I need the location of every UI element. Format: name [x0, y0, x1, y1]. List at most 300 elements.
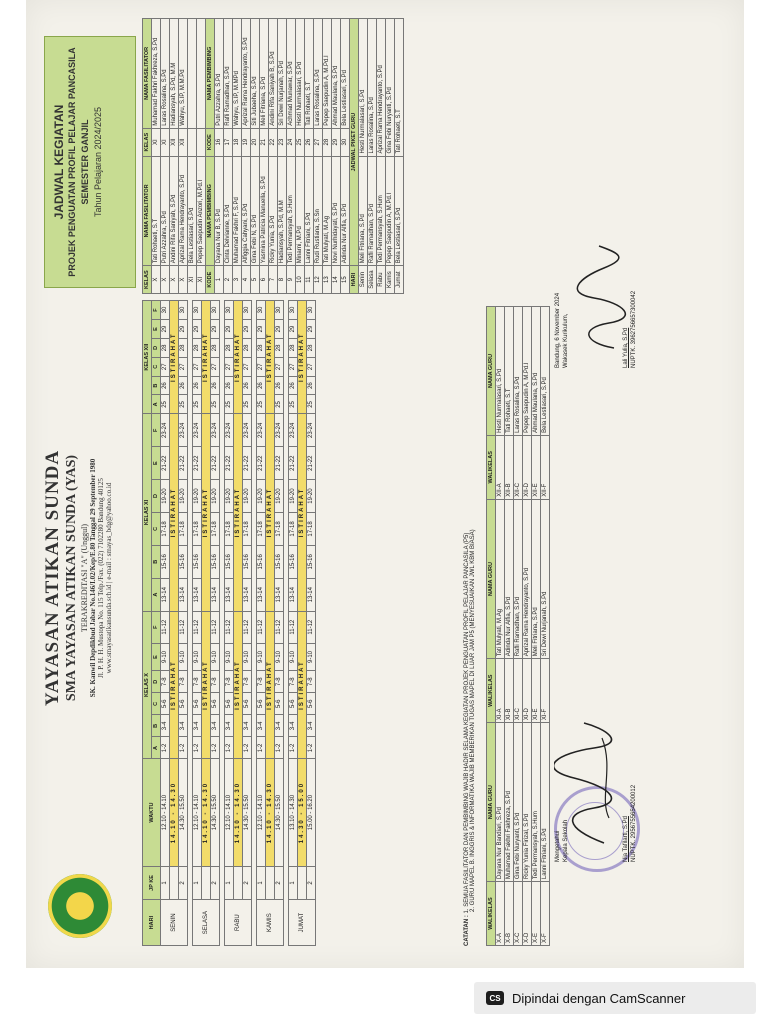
fas-h-nama: NAMA FASILITATOR [143, 156, 152, 266]
pemb-kode: 15 [341, 266, 350, 294]
wk-header-2: WALIKELAS [487, 659, 496, 723]
code-cell: 17-18 [161, 512, 170, 545]
fas-header [143, 19, 152, 294]
fas-nama: Bela Lestiasari, S.Pd [188, 156, 197, 266]
table-row [161, 19, 170, 294]
sign-left-nuptk: NUPTK. 2956755654200012 [631, 784, 637, 862]
pemb-nama2: Wahyu, S.IP, M.MPd [233, 19, 242, 129]
letter-xii-1: B [152, 376, 161, 395]
code-cell: 25 [307, 395, 316, 414]
time-slot-1: 13.10 - 14.30 [289, 759, 298, 866]
code-cell: 30 [211, 301, 220, 320]
code-cell: 15-16 [243, 545, 252, 578]
ng-header-2: NAMA GURU [487, 499, 496, 659]
code-cell: 3-4 [193, 715, 202, 737]
pemb-kode: 2 [224, 266, 233, 294]
time-slot-1: 12.10 - 14.10 [193, 759, 202, 866]
pemb-kode2: 19 [242, 128, 251, 156]
pemb-nama: Gina Febi N, S.Pd [251, 156, 260, 266]
code-cell: 26 [161, 376, 170, 395]
fas-h-nama2: NAMA FASILITATOR [143, 19, 152, 129]
letter-xii-4: E [152, 320, 161, 339]
table-row [152, 19, 161, 294]
code-cell: 15-16 [211, 545, 220, 578]
table-row [341, 19, 350, 294]
code-cell: 29 [161, 320, 170, 339]
code-cell: 19-20 [275, 480, 284, 513]
ng-header-1: NAMA GURU [487, 723, 496, 882]
code-cell: 28 [193, 338, 202, 357]
letterhead [42, 308, 113, 848]
wali-kelas: X-E [532, 882, 541, 946]
day-name: JUMAT [289, 900, 316, 946]
code-cell: 15-16 [225, 545, 234, 578]
letter-x-2: C [152, 693, 161, 715]
code-cell: 1-2 [211, 737, 220, 759]
wali-guru: Ahmad Maulana, S.Pd [532, 307, 541, 436]
piket-guru-a: Meli Fitriana, S.Pd [359, 156, 368, 266]
table-row [386, 19, 395, 294]
letter-xi-3: D [152, 480, 161, 513]
school-logo [48, 874, 112, 938]
break-cell: ISTIRAHAT [202, 414, 211, 611]
day-name: RABU [225, 900, 252, 946]
letter-x-0: A [152, 737, 161, 759]
time-slot-1: 12.10 - 14.10 [225, 759, 234, 866]
table-row [377, 19, 386, 294]
table-row [314, 19, 323, 294]
wali-guru: Tati Mulyati, M.Ag [496, 499, 505, 659]
code-cell: 21-22 [211, 447, 220, 480]
code-cell: 25 [161, 395, 170, 414]
letter-xii-5: F [152, 301, 161, 320]
fas-nama2 [188, 19, 197, 129]
table-row [233, 19, 242, 294]
code-cell: 15-16 [275, 545, 284, 578]
code-cell: 26 [289, 376, 298, 395]
pemb-kode2: 25 [296, 128, 305, 156]
code-cell: 11-12 [307, 611, 316, 643]
code-cell: 21-22 [307, 447, 316, 480]
code-cell: 11-12 [179, 611, 188, 643]
jp-break [266, 866, 275, 900]
col-kelas-xii: KELAS XII [143, 301, 152, 414]
code-cell: 13-14 [161, 578, 170, 611]
code-cell: 7-8 [193, 671, 202, 693]
pemb-kode2: 29 [332, 128, 341, 156]
pemb-nama2: Bela Lestiasari, S.Pd [341, 19, 350, 129]
wali-kelas: XI-E [532, 659, 541, 723]
code-cell: 21-22 [257, 447, 266, 480]
time-slot-2: 14.30 - 15.50 [211, 759, 220, 866]
code-cell: 13-14 [275, 578, 284, 611]
code-cell: 11-12 [243, 611, 252, 643]
table-row [257, 301, 266, 946]
code-cell: 7-8 [275, 671, 284, 693]
pemb-kode: 5 [251, 266, 260, 294]
facilitator-table [142, 18, 404, 294]
sign-left-l1: Mengetahui [555, 830, 561, 862]
fas-kelas2 [197, 128, 206, 156]
piket-header [350, 19, 359, 294]
code-cell: 29 [289, 320, 298, 339]
piket-guru-b: Tati Rohaeti, S.T [395, 19, 404, 157]
code-cell: 30 [307, 301, 316, 320]
code-cell: 9-10 [307, 643, 316, 670]
table-row [275, 301, 284, 946]
fas-nama2: Laras Rosalina, S.Pd [161, 19, 170, 129]
pemb-nama2: Pepep Saepudin A, M.Pd.I [323, 19, 332, 129]
piket-guru-a: Tedi Permansyah, S.Hum [377, 156, 386, 266]
col-jp: JP KE [143, 866, 161, 900]
code-cell: 7-8 [257, 671, 266, 693]
code-cell: 29 [243, 320, 252, 339]
time-slot-2: 14.30 - 15.50 [243, 759, 252, 866]
code-cell: 3-4 [161, 715, 170, 737]
break-cell: ISTIRAHAT [170, 301, 179, 414]
table-row [359, 19, 368, 294]
code-cell: 9-10 [179, 643, 188, 670]
pemb-nama: Adinda Nur Alfia, S.Pd [341, 156, 350, 266]
code-cell: 28 [211, 338, 220, 357]
code-cell: 3-4 [243, 715, 252, 737]
code-cell: 26 [211, 376, 220, 395]
table-row [278, 19, 287, 294]
code-cell: 1-2 [243, 737, 252, 759]
code-cell: 19-20 [289, 480, 298, 513]
pemb-kode2: 16 [215, 128, 224, 156]
code-cell: 5-6 [275, 693, 284, 715]
piket-hari: Kamis [386, 266, 395, 294]
break-cell: ISTIRAHAT [266, 611, 275, 759]
pemb-kode: 3 [233, 266, 242, 294]
code-cell: 1-2 [307, 737, 316, 759]
code-cell: 17-18 [243, 512, 252, 545]
break-cell: ISTIRAHAT [298, 414, 307, 611]
wali-guru: Dayana Nur Bandiari, S.Pd [496, 723, 505, 882]
code-cell: 3-4 [307, 715, 316, 737]
code-cell: 25 [275, 395, 284, 414]
code-cell: 25 [243, 395, 252, 414]
time-break: 14.10 - 14.30 [234, 759, 243, 866]
code-cell: 30 [275, 301, 284, 320]
code-cell: 19-20 [179, 480, 188, 513]
code-cell: 29 [307, 320, 316, 339]
pemb-nama2: Hesti Nurmalasari, S.Pd [296, 19, 305, 129]
wali-kelas: XI-A [496, 659, 505, 723]
table-row [496, 307, 505, 946]
fas-kelas: X [179, 266, 188, 294]
code-cell: 13-14 [225, 578, 234, 611]
code-cell: 11-12 [211, 611, 220, 643]
code-cell: 29 [193, 320, 202, 339]
code-cell: 7-8 [289, 671, 298, 693]
fas-kelas2 [188, 128, 197, 156]
fas-kelas: X [161, 266, 170, 294]
table-row [188, 19, 197, 294]
table-row [243, 301, 252, 946]
code-cell: 9-10 [211, 643, 220, 670]
table-row [225, 301, 234, 946]
code-cell: 27 [225, 357, 234, 376]
code-cell: 23-24 [275, 414, 284, 447]
camscanner-icon: CS [486, 991, 504, 1005]
code-cell: 5-6 [225, 693, 234, 715]
code-cell: 15-16 [193, 545, 202, 578]
letterhead-address: Jl. P. H. H. Mustopa No. 115 Telp./Fax. (022) 7102280 Bandung 40125 [97, 478, 105, 678]
table-row [368, 19, 377, 294]
sign-right-name: Lali Yulia, S.Pd [623, 327, 629, 368]
title-line-3: SEMESTER GANJIL [80, 119, 90, 205]
schedule-header-row [143, 301, 152, 946]
sign-right-nuptk: NUPTK. 3962756657300042 [631, 290, 637, 368]
code-cell: 9-10 [289, 643, 298, 670]
table-row [211, 301, 220, 946]
wali-guru: Aprizal Rama Hendrayanto, S.Pd [523, 499, 532, 659]
code-cell: 23-24 [211, 414, 220, 447]
wali-kelas: XII-D [523, 435, 532, 499]
piket-guru-a: Rafli Ramadhan, S.Pd [368, 156, 377, 266]
sign-right [554, 291, 638, 368]
code-cell: 15-16 [257, 545, 266, 578]
code-cell: 13-14 [193, 578, 202, 611]
table-row [289, 301, 298, 946]
code-cell: 19-20 [211, 480, 220, 513]
letter-x-3: D [152, 671, 161, 693]
code-cell: 19-20 [225, 480, 234, 513]
pemb-kode2: 28 [323, 128, 332, 156]
code-cell: 21-22 [161, 447, 170, 480]
code-cell: 27 [179, 357, 188, 376]
code-cell: 15-16 [289, 545, 298, 578]
code-cell: 30 [225, 301, 234, 320]
code-cell: 7-8 [243, 671, 252, 693]
code-cell: 30 [243, 301, 252, 320]
ng-header-3: NAMA GURU [487, 307, 496, 436]
col-kelas-x: KELAS X [143, 611, 152, 759]
code-cell: 13-14 [307, 578, 316, 611]
code-cell: 3-4 [225, 715, 234, 737]
break-cell: ISTIRAHAT [266, 301, 275, 414]
code-cell: 5-6 [257, 693, 266, 715]
note-1: 1. SEMUA FASILITATOR DAN PEMBIMBING WAJIB HADIR SELAMA KEGIATAN PROJEK PENGUATAN PROFIL PELAJAR PANCASILA (P5) [464, 532, 470, 914]
table-row [170, 301, 179, 946]
wali-kelas: X-C [514, 882, 523, 946]
piket-h-title: JADWAL PIKET GURU [350, 19, 359, 266]
pemb-kode2: 30 [341, 128, 350, 156]
piket-hari: Rabu [377, 266, 386, 294]
code-cell: 19-20 [307, 480, 316, 513]
schedule-body [161, 301, 316, 946]
pemb-nama: Dayana Nur B, S.Pd [215, 156, 224, 266]
table-row [260, 19, 269, 294]
break-cell: ISTIRAHAT [170, 414, 179, 611]
code-cell: 5-6 [161, 693, 170, 715]
code-cell: 23-24 [161, 414, 170, 447]
code-cell: 29 [211, 320, 220, 339]
code-cell: 25 [193, 395, 202, 414]
jp-number-1: 1 [289, 866, 298, 900]
time-break: 14.10 - 14.30 [202, 759, 211, 866]
wali-kelas: X-A [496, 882, 505, 946]
fas-nama2 [197, 19, 206, 129]
wali-guru: Adinda Nur Alfia, S.Pd [505, 499, 514, 659]
wali-guru: Sri Dewi Nurjanah, S.Pd [541, 499, 550, 659]
jp-number-2: 2 [307, 866, 316, 900]
jp-number-2: 2 [179, 866, 188, 900]
schedule-table [142, 300, 316, 946]
code-cell: 30 [179, 301, 188, 320]
break-cell: ISTIRAHAT [298, 611, 307, 759]
letterhead-web: www.smayasatikansunda.sch.id | e-mail : smayas_bdg@yahoo.co.id [105, 482, 113, 674]
wk-header-1: WALIKELAS [487, 882, 496, 946]
code-cell: 19-20 [161, 480, 170, 513]
code-cell: 19-20 [243, 480, 252, 513]
table-row [541, 307, 550, 946]
pemb-nama2: Laras Rosalina, S.Pd [314, 19, 323, 129]
col-waktu: WAKTU [143, 759, 161, 866]
facilitator-body [143, 19, 404, 294]
code-cell: 5-6 [289, 693, 298, 715]
code-cell: 21-22 [243, 447, 252, 480]
pemb-nama2: Andini Rifa Saniyah B, S.Pd [269, 19, 278, 129]
piket-guru-b: Gina Febi Nuryanti, S.Pd [386, 19, 395, 157]
piket-guru-b: Hesti Nurmalasari, S.Pd [359, 19, 368, 157]
pemb-nama: Alfiggia Cahyani, S.Pd [242, 156, 251, 266]
code-cell: 30 [161, 301, 170, 320]
wali-guru: Gina Febi Nuryanti, S.Pd [514, 723, 523, 882]
table-row [193, 301, 202, 946]
pemb-kode2: 27 [314, 128, 323, 156]
homeroom-header [487, 307, 496, 946]
table-row [514, 307, 523, 946]
code-cell: 11-12 [193, 611, 202, 643]
code-cell: 25 [225, 395, 234, 414]
wali-kelas: XII-F [541, 435, 550, 499]
piket-guru-a: Bela Lestiasari, S.Pd [395, 156, 404, 266]
time-slot-2: 14.30 - 15.50 [275, 759, 284, 866]
code-cell: 11-12 [275, 611, 284, 643]
letter-x-1: B [152, 715, 161, 737]
letterhead-foundation: YAYASAN ATIKAN SUNDA [42, 449, 63, 707]
piket-guru-b: Laras Rosalina, S.Pd [368, 19, 377, 157]
wali-guru: Ricky Yunia Firizal, S.Pd [523, 723, 532, 882]
table-row [298, 301, 307, 946]
fas-nama2: Hadiansyah, S.Pd, M.M [170, 19, 179, 129]
jp-break [202, 866, 211, 900]
pemb-kode: 13 [323, 266, 332, 294]
code-cell: 5-6 [307, 693, 316, 715]
code-cell: 15-16 [307, 545, 316, 578]
title-line-1: JADWAL KEGIATAN [52, 104, 66, 220]
scanned-page [26, 0, 744, 968]
code-cell: 5-6 [193, 693, 202, 715]
time-slot-1: 12.10 - 14.10 [161, 759, 170, 866]
pemb-kode: 12 [314, 266, 323, 294]
letter-xi-4: E [152, 447, 161, 480]
code-cell: 23-24 [257, 414, 266, 447]
break-cell: ISTIRAHAT [202, 611, 211, 759]
code-cell: 11-12 [225, 611, 234, 643]
fas-kelas: X [152, 266, 161, 294]
code-cell: 21-22 [193, 447, 202, 480]
code-cell: 3-4 [275, 715, 284, 737]
code-cell: 1-2 [179, 737, 188, 759]
code-cell: 27 [161, 357, 170, 376]
fas-kelas2: XI [161, 128, 170, 156]
sign-left-name: Nia Tafilarti, S.Pd [623, 816, 629, 862]
break-cell: ISTIRAHAT [298, 301, 307, 414]
code-cell: 28 [275, 338, 284, 357]
code-cell: 21-22 [225, 447, 234, 480]
fas-kelas2: XII [170, 128, 179, 156]
code-cell: 21-22 [275, 447, 284, 480]
wali-kelas: XI-B [505, 659, 514, 723]
code-cell: 27 [307, 357, 316, 376]
day-name: SELASA [193, 900, 220, 946]
fas-kelas: X [170, 266, 179, 294]
code-cell: 11-12 [289, 611, 298, 643]
code-cell: 28 [179, 338, 188, 357]
code-cell: 28 [161, 338, 170, 357]
wali-kelas: XII-E [532, 435, 541, 499]
code-cell: 13-14 [211, 578, 220, 611]
letter-xi-1: B [152, 545, 161, 578]
code-cell: 17-18 [225, 512, 234, 545]
sign-right-l2: Wakasek Kurikulum, [563, 313, 569, 368]
wali-guru: Lanni Fitriani, S.Pd [541, 723, 550, 882]
pemb-nama: Minarni, M.Pd [296, 156, 305, 266]
title-line-2: PROJEK PENGUATAN PROFIL PELAJAR PANCASILA [67, 47, 77, 277]
pemb-nama2: Achmad Munawar, S.Pd [287, 19, 296, 129]
jp-number-1: 1 [193, 866, 202, 900]
pemb-kode: 4 [242, 266, 251, 294]
fas-nama: Aprizal Rama Hendrayanto, S.Pd [179, 156, 188, 266]
table-row [332, 19, 341, 294]
break-cell: ISTIRAHAT [234, 301, 243, 414]
table-row [307, 301, 316, 946]
wali-guru: Hesti Nurmalasari, S.Pd [496, 307, 505, 436]
break-cell: ISTIRAHAT [266, 414, 275, 611]
wali-guru: Tati Rohaeti, S.T [505, 307, 514, 436]
col-hari: HARI [143, 900, 161, 946]
camscanner-watermark [474, 982, 756, 1014]
code-cell: 15-16 [179, 545, 188, 578]
pemb-nama2: Ahmad Maulana, S.Pd [332, 19, 341, 129]
code-cell: 28 [243, 338, 252, 357]
code-cell: 23-24 [307, 414, 316, 447]
fas-h-kelas: KELAS [143, 266, 152, 294]
code-cell: 11-12 [257, 611, 266, 643]
wali-guru: Muhamad Fakhri Fakhreza, S.Pd [505, 723, 514, 882]
pemb-kode2: 17 [224, 128, 233, 156]
pemb-nama2: Aprizal Rama Hendrayanto, S.Pd [242, 19, 251, 129]
code-cell: 1-2 [225, 737, 234, 759]
code-cell: 26 [275, 376, 284, 395]
pemb-nama2: Tati Rohaeti, S.T [305, 19, 314, 129]
notes-label: CATATAN : [464, 915, 470, 946]
pemb-nama: Novi Nurhidayati, S.Pd [332, 156, 341, 266]
code-cell: 1-2 [161, 737, 170, 759]
wk-header-3: WALIKELAS [487, 435, 496, 499]
code-cell: 26 [257, 376, 266, 395]
code-cell: 9-10 [161, 643, 170, 670]
fas-kelas: XI [197, 266, 206, 294]
notes [464, 529, 476, 946]
table-row [532, 307, 541, 946]
table-row [179, 19, 188, 294]
letterhead-accreditation: TERAKREDITASI "A" (Unggul) [80, 523, 89, 633]
